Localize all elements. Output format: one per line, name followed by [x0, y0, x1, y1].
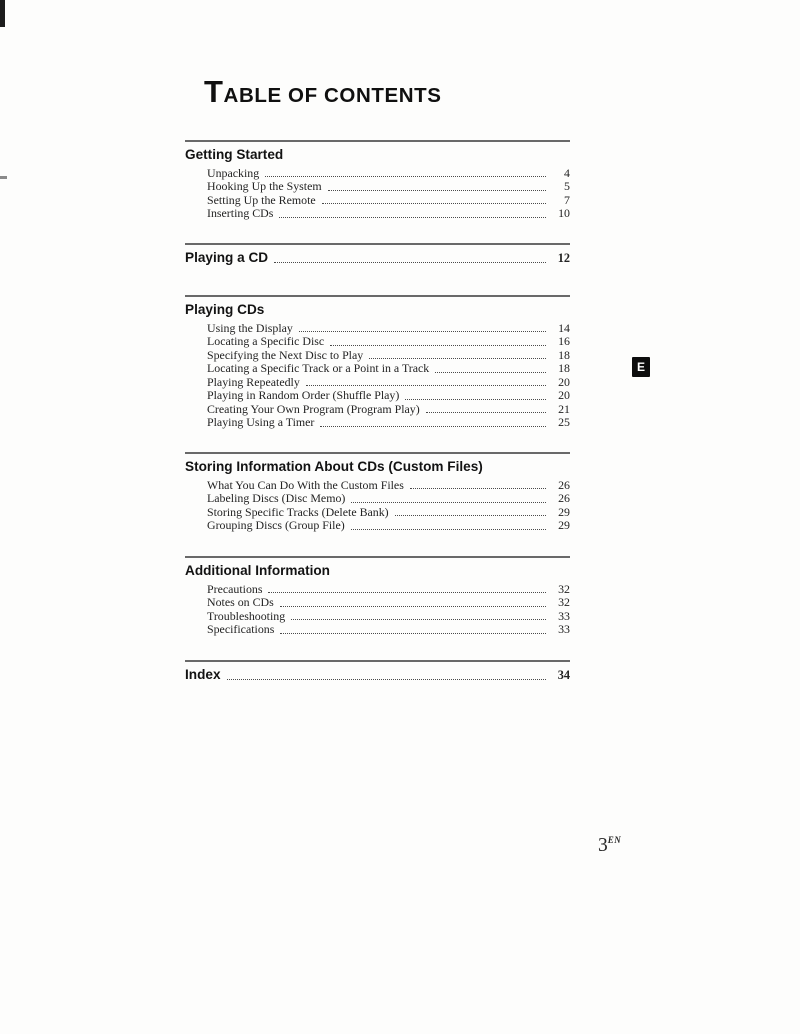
toc-page-number: 34: [557, 668, 570, 682]
toc-section: [185, 452, 570, 533]
edition-badge: E: [632, 357, 650, 377]
toc-section-heading-row: [185, 250, 570, 266]
toc-item-label: Hooking Up the System: [207, 179, 322, 194]
toc-item-list: [207, 167, 570, 221]
dot-leader: [299, 331, 546, 332]
toc-item: [207, 506, 570, 519]
toc-item-label: Labeling Discs (Disc Memo): [207, 491, 346, 506]
toc-section: [185, 140, 570, 221]
toc-item: [207, 416, 570, 429]
toc-item: [207, 180, 570, 193]
dot-leader: [265, 176, 546, 177]
dot-leader: [322, 203, 546, 204]
toc-page-number: 33: [558, 622, 570, 637]
toc-section-heading-row: [185, 667, 570, 683]
toc-item-label: Creating Your Own Program (Program Play): [207, 401, 420, 416]
toc-item-label: Locating a Specific Track or a Point in a Track: [207, 361, 430, 376]
toc-item: [207, 623, 570, 636]
dot-leader: [274, 262, 546, 263]
toc-page-number: 26: [558, 491, 570, 506]
toc-page-number: 14: [558, 321, 570, 335]
section-heading: Additional Information: [185, 563, 330, 578]
footer-suffix: EN: [607, 835, 622, 845]
dot-leader: [410, 488, 546, 489]
toc-page-number: 16: [558, 334, 570, 349]
dot-leader: [426, 412, 546, 413]
dot-leader: [328, 190, 546, 191]
toc-page-number: 7: [564, 192, 570, 207]
scan-mark-left-edge: [0, 176, 7, 179]
toc-item-label: Precautions: [207, 582, 263, 596]
toc-item: [207, 389, 570, 402]
toc-item-label: Storing Specific Tracks (Delete Bank): [207, 504, 389, 519]
toc-item-label: Playing Repeatedly: [207, 374, 300, 389]
toc-item: [207, 322, 570, 335]
toc-page-number: 12: [557, 251, 570, 265]
dot-leader: [330, 345, 546, 346]
toc-item-list: [207, 479, 570, 533]
dot-leader: [351, 529, 546, 530]
toc-page-number: 32: [558, 582, 570, 596]
section-heading: Getting Started: [185, 147, 284, 162]
footer-number: 3: [598, 835, 608, 856]
toc-page-number: 29: [558, 504, 570, 519]
toc-item-label: Notes on CDs: [207, 595, 274, 610]
dot-leader: [435, 372, 546, 373]
dot-leader: [351, 502, 546, 503]
dot-leader: [227, 679, 546, 680]
toc-item: [207, 376, 570, 389]
toc-item: [207, 167, 570, 180]
toc-item: [207, 519, 570, 532]
toc-item: [207, 610, 570, 623]
toc-item: [207, 207, 570, 220]
toc-page-number: 32: [558, 595, 570, 610]
toc-item-label: Using the Display: [207, 321, 293, 335]
toc-page-number: 29: [558, 518, 570, 533]
toc-page-number: 18: [558, 347, 570, 362]
toc-section: [185, 556, 570, 637]
dot-leader: [306, 385, 546, 386]
dot-leader: [291, 619, 546, 620]
footer-page-number: [598, 835, 621, 857]
title-text: ABLE OF CONTENTS: [223, 84, 442, 107]
scan-mark-top-left: [0, 0, 5, 27]
toc-item-list: [207, 322, 570, 430]
toc-item-list: [207, 583, 570, 637]
dot-leader: [395, 515, 546, 516]
title-initial-cap: T: [204, 74, 224, 109]
toc-item-label: What You Can Do With the Custom Files: [207, 478, 404, 492]
toc-item: [207, 335, 570, 348]
section-heading: Playing a CD: [185, 250, 269, 265]
toc-section: [185, 295, 570, 430]
dot-leader: [279, 217, 546, 218]
toc-item-label: Playing in Random Order (Shuffle Play): [207, 388, 400, 403]
dot-leader: [280, 606, 546, 607]
toc-item: [207, 362, 570, 375]
dot-leader: [280, 633, 546, 634]
toc-page-number: 5: [564, 179, 570, 194]
toc-item: [207, 492, 570, 505]
toc-item-label: Playing Using a Timer: [207, 415, 315, 430]
toc-page-number: 10: [558, 206, 570, 221]
toc-page-number: 18: [558, 361, 570, 376]
toc-item: [207, 403, 570, 416]
toc-item: [207, 583, 570, 596]
toc-section: [185, 243, 570, 266]
dot-leader: [268, 592, 546, 593]
toc-item: [207, 479, 570, 492]
section-heading: Storing Information About CDs (Custom Files): [185, 459, 483, 474]
toc-item-label: Inserting CDs: [207, 206, 274, 221]
toc-item: [207, 194, 570, 207]
dot-leader: [320, 426, 546, 427]
section-heading: Playing CDs: [185, 302, 265, 317]
toc-page-number: 21: [558, 401, 570, 416]
toc-page-number: 20: [558, 374, 570, 389]
toc-item-label: Grouping Discs (Group File): [207, 518, 345, 533]
page-title: [204, 76, 442, 108]
toc-item-label: Specifying the Next Disc to Play: [207, 347, 364, 362]
toc-item-label: Setting Up the Remote: [207, 192, 316, 207]
dot-leader: [369, 358, 546, 359]
toc-item-label: Locating a Specific Disc: [207, 334, 325, 349]
toc-page-number: 26: [558, 478, 570, 492]
toc-item: [207, 349, 570, 362]
toc-section: [185, 660, 570, 683]
dot-leader: [405, 399, 546, 400]
toc-page-number: 33: [558, 608, 570, 623]
toc-page-number: 20: [558, 388, 570, 403]
toc-page-number: 4: [564, 166, 570, 180]
toc-item-label: Troubleshooting: [207, 608, 286, 623]
toc-item-label: Unpacking: [207, 166, 260, 180]
toc-page-number: 25: [558, 415, 570, 430]
section-heading: Index: [185, 667, 221, 682]
toc-item-label: Specifications: [207, 622, 275, 637]
toc-item: [207, 596, 570, 609]
